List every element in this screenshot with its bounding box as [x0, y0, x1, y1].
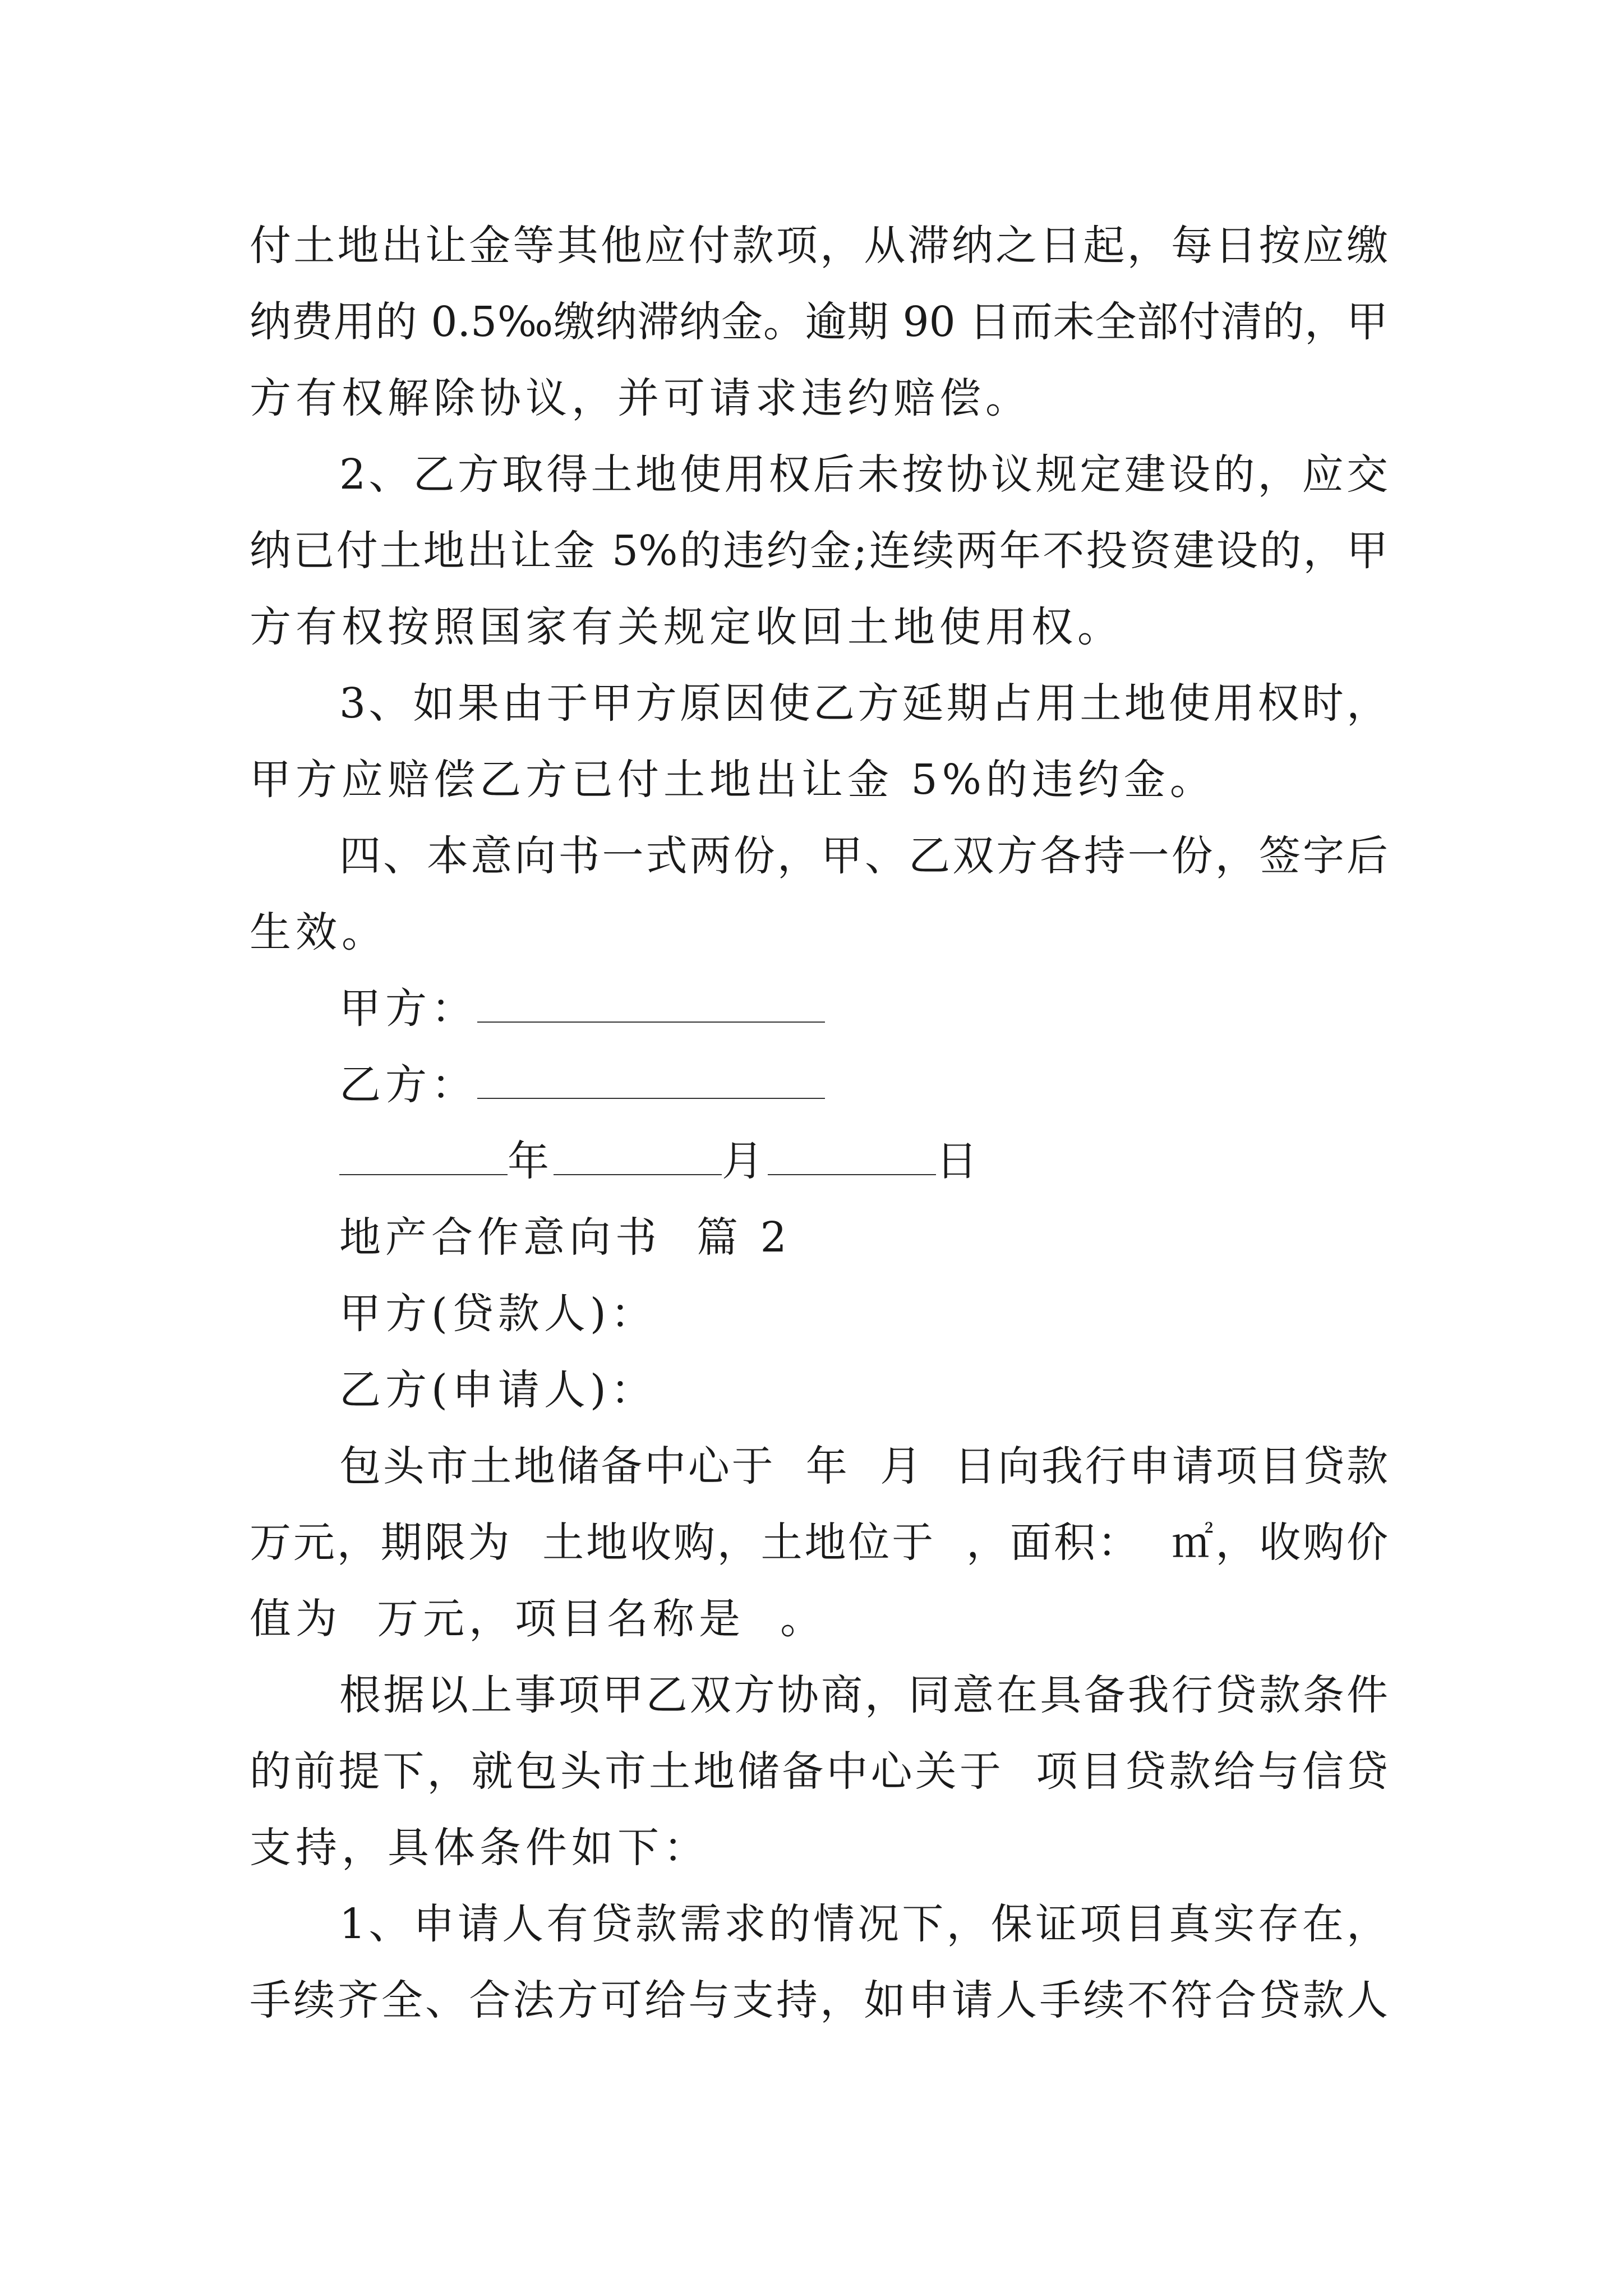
day-label: 日 [936, 1137, 982, 1185]
clause-3-line: 甲方应赔偿乙方已付土地出让金 5%的违约金。 [250, 756, 1216, 804]
basis-line: 支持，具体条件如下： [250, 1824, 709, 1872]
basis-line: 的前提下，就包头市土地储备中心关于 项目贷款给与信贷 [250, 1747, 1388, 1796]
clause-3-line: 3、如果由于甲方原因使乙方延期占用土地使用权时， [339, 679, 1388, 728]
party-a-line: 甲方(贷款人)： [339, 1290, 657, 1338]
party-a-label: 甲方： [339, 984, 477, 1033]
intro-line: 万元，期限为 土地收购，土地位于 ，面积： ㎡，收购价 [250, 1519, 1388, 1567]
party-b-signature-line [250, 1047, 1388, 1123]
document-body [250, 208, 1388, 2039]
clause-2-line: 纳已付土地出让金 5%的违约金;连续两年不投资建设的，甲 [250, 527, 1388, 575]
year-blank [339, 1137, 508, 1175]
year-label: 年 [508, 1137, 554, 1185]
paragraph-line: 纳费用的 0.5‰缴纳滞纳金。逾期 90 日而未全部付清的，甲 [250, 298, 1388, 346]
party-b-line: 乙方(申请人)： [339, 1366, 657, 1414]
party-b-blank [477, 1061, 825, 1099]
clause-4-line: 四、本意向书一式两份，甲、乙双方各持一份，签字后 [339, 832, 1388, 880]
basis-line: 根据以上事项甲乙双方协商，同意在具备我行贷款条件 [339, 1671, 1388, 1719]
month-blank [554, 1137, 722, 1175]
condition-1-line: 手续齐全、合法方可给与支持，如申请人手续不符合贷款人 [250, 1976, 1388, 2024]
intro-line: 包头市土地储备中心于 年 月 日向我行申请项目贷款 [339, 1442, 1388, 1490]
party-b-label: 乙方： [339, 1061, 477, 1109]
clause-2-line: 2、乙方取得土地使用权后未按协议规定建设的，应交 [339, 450, 1388, 499]
section-heading: 地产合作意向书 篇 2 [339, 1213, 791, 1262]
paragraph-line: 方有权解除协议，并可请求违约赔偿。 [250, 374, 1031, 422]
intro-line: 值为 万元，项目名称是 。 [250, 1595, 827, 1643]
month-label: 月 [722, 1137, 768, 1185]
party-a-blank [477, 984, 825, 1023]
day-blank [768, 1137, 936, 1175]
clause-4-line: 生效。 [250, 908, 388, 956]
date-line [250, 1123, 1388, 1199]
party-a-signature-line [250, 970, 1388, 1047]
clause-2-line: 方有权按照国家有关规定收回土地使用权。 [250, 603, 1123, 651]
paragraph-line: 付土地出让金等其他应付款项，从滞纳之日起，每日按应缴 [250, 222, 1388, 270]
condition-1-line: 1、申请人有贷款需求的情况下，保证项目真实存在， [339, 1900, 1388, 1948]
